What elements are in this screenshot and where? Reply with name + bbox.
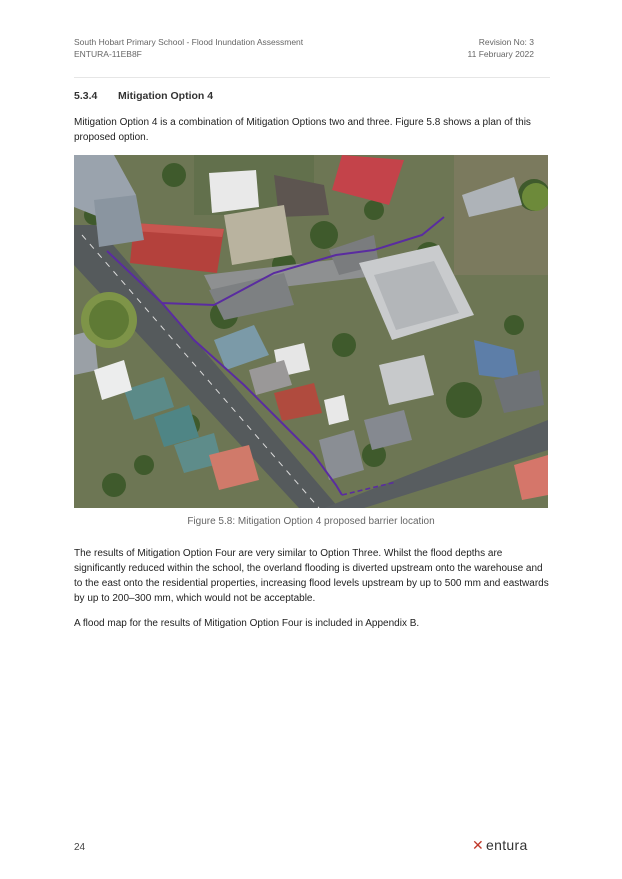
section-heading: [74, 90, 213, 102]
entura-logo: [472, 837, 528, 854]
document-date: 11 February 2022: [467, 49, 534, 59]
document-reference: ENTURA-11EB8F: [74, 49, 142, 59]
running-header-left: [74, 36, 303, 60]
aerial-map-image: [74, 155, 548, 508]
header-divider: [74, 77, 550, 78]
intro-paragraph: Mitigation Option 4 is a combination of Mitigation Options two and three. Figure 5.8 shows a plan of this proposed option.: [74, 117, 531, 143]
results-paragraph: The results of Mitigation Option Four are very similar to Option Three. Whilst the flood depths are significantly reduced within the school, the overland flooding is diverted upstream onto the warehouse and to the east onto the residential properties, increasing flood levels upstream by up to 500 mm and eastwards by up to 200–300 mm, which would not be acceptable.: [74, 548, 549, 604]
section-title: Mitigation Option 4: [118, 90, 214, 102]
aerial-map-figure: [74, 155, 548, 508]
figure-caption: Figure 5.8: Mitigation Option 4 proposed barrier location: [187, 516, 435, 527]
document-title: South Hobart Primary School - Flood Inundation Assessment: [74, 37, 304, 47]
appendix-paragraph: A flood map for the results of Mitigation Option Four is included in Appendix B.: [74, 618, 420, 629]
entura-logo-mark-icon: ✕: [472, 837, 485, 853]
page-number: 24: [74, 842, 86, 853]
revision-number: Revision No: 3: [478, 37, 534, 47]
running-header-right: [468, 36, 534, 60]
section-number: 5.3.4: [74, 90, 98, 102]
entura-logo-text: entura: [486, 837, 528, 853]
